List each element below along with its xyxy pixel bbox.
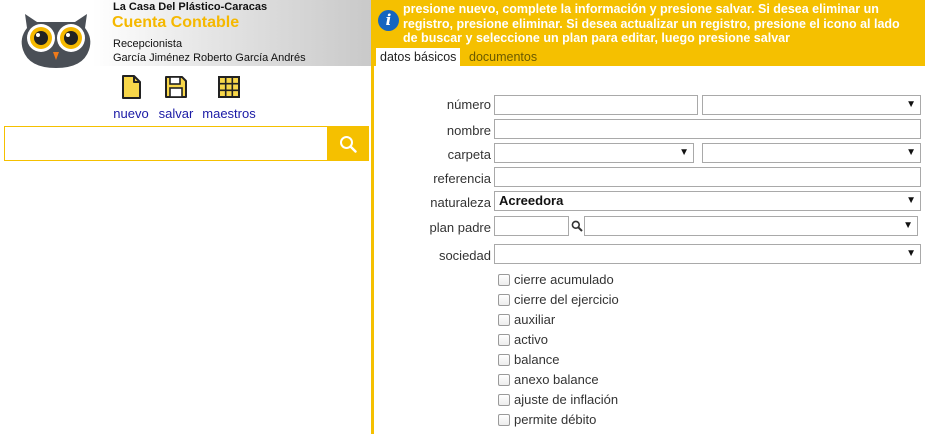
checkbox-box[interactable] <box>498 354 510 366</box>
page-title: Cuenta Contable <box>112 14 240 31</box>
sociedad-label: sociedad <box>438 248 491 263</box>
nombre-label: nombre <box>446 123 491 138</box>
checkbox-anexo-balance[interactable] <box>498 372 599 388</box>
checkbox-box[interactable] <box>498 274 510 286</box>
checkbox-box[interactable] <box>498 394 510 406</box>
checkbox-label: auxiliar <box>514 312 556 327</box>
checkbox-label: cierre acumulado <box>514 272 614 287</box>
search-input[interactable] <box>5 127 327 160</box>
naturaleza-select[interactable] <box>494 191 921 211</box>
checkbox-label: permite débito <box>514 412 597 427</box>
info-line-1: presione nuevo, complete la información y presione salvar. Si desea eliminar un <box>403 2 879 16</box>
plan-padre-input[interactable] <box>494 216 569 236</box>
sociedad-select[interactable] <box>494 244 921 264</box>
dropdown-arrow-icon: ▼ <box>906 99 916 110</box>
save-button-label: salvar <box>158 106 194 121</box>
masters-button[interactable] <box>201 74 257 121</box>
dropdown-arrow-icon: ▼ <box>903 220 913 231</box>
checkbox-box[interactable] <box>498 314 510 326</box>
checkbox-permite-debito[interactable] <box>498 412 596 428</box>
info-banner <box>374 0 925 48</box>
magnifier-icon[interactable] <box>571 220 583 232</box>
carpeta-sub-select[interactable] <box>702 143 921 163</box>
dropdown-arrow-icon: ▼ <box>906 195 916 206</box>
owl-logo-icon <box>17 8 95 70</box>
tab-datos-basicos[interactable]: datos básicos <box>376 48 460 66</box>
user-name: García Jiménez Roberto García Andrés <box>113 52 306 64</box>
checkbox-label: activo <box>514 332 548 347</box>
new-button-label: nuevo <box>113 106 149 121</box>
save-button[interactable] <box>156 74 196 121</box>
checkbox-label: anexo balance <box>514 372 599 387</box>
plan-padre-select[interactable] <box>584 216 918 236</box>
save-disk-icon <box>163 74 189 100</box>
referencia-input[interactable] <box>494 167 921 187</box>
numero-label: número <box>446 97 491 112</box>
numero-select[interactable] <box>702 95 921 115</box>
checkbox-label: balance <box>514 352 560 367</box>
account-form <box>374 66 925 434</box>
checkbox-auxiliar[interactable] <box>498 312 555 328</box>
checkbox-box[interactable] <box>498 374 510 386</box>
dropdown-arrow-icon: ▼ <box>906 147 916 158</box>
checkbox-cierre-ejercicio[interactable] <box>498 292 619 308</box>
naturaleza-label: naturaleza <box>430 195 491 210</box>
checkbox-ajuste-inflacion[interactable] <box>498 392 618 408</box>
nombre-input[interactable] <box>494 119 921 139</box>
new-button[interactable] <box>113 74 149 121</box>
company-name: La Casa Del Plástico-Caracas <box>113 1 268 13</box>
info-text <box>403 2 925 46</box>
plan-padre-label: plan padre <box>429 220 491 235</box>
checkbox-box[interactable] <box>498 294 510 306</box>
tab-bar <box>374 48 925 66</box>
numero-input[interactable] <box>494 95 698 115</box>
search-icon <box>339 135 357 153</box>
checkbox-cierre-acumulado[interactable] <box>498 272 614 288</box>
checkbox-balance[interactable] <box>498 352 560 368</box>
carpeta-select[interactable] <box>494 143 694 163</box>
tab-documentos[interactable]: documentos <box>469 50 538 64</box>
checkbox-label: ajuste de inflación <box>514 392 619 407</box>
new-document-icon <box>118 74 144 100</box>
masters-button-label: maestros <box>202 106 256 121</box>
referencia-label: referencia <box>433 171 491 186</box>
carpeta-label: carpeta <box>447 147 491 162</box>
checkbox-box[interactable] <box>498 414 510 426</box>
info-line-2: registro, presione eliminar. Si desea actualizar un registro, presione el icono al lado <box>403 16 900 31</box>
right-panel <box>374 0 925 434</box>
naturaleza-value: Acreedora <box>499 193 564 208</box>
info-line-3: de buscar y seleccione un plan para editar, luego presione salvar <box>403 31 790 45</box>
checkbox-label: cierre del ejercicio <box>514 292 619 307</box>
search-bar <box>4 126 369 161</box>
user-role: Recepcionista <box>113 38 183 50</box>
dropdown-arrow-icon: ▼ <box>906 248 916 259</box>
checkbox-activo[interactable] <box>498 332 548 348</box>
search-button[interactable] <box>327 127 368 160</box>
info-icon: i <box>378 10 399 31</box>
grid-icon <box>216 74 242 100</box>
checkbox-box[interactable] <box>498 334 510 346</box>
dropdown-arrow-icon: ▼ <box>679 147 689 158</box>
brand-header <box>0 0 371 66</box>
left-panel <box>0 0 371 434</box>
